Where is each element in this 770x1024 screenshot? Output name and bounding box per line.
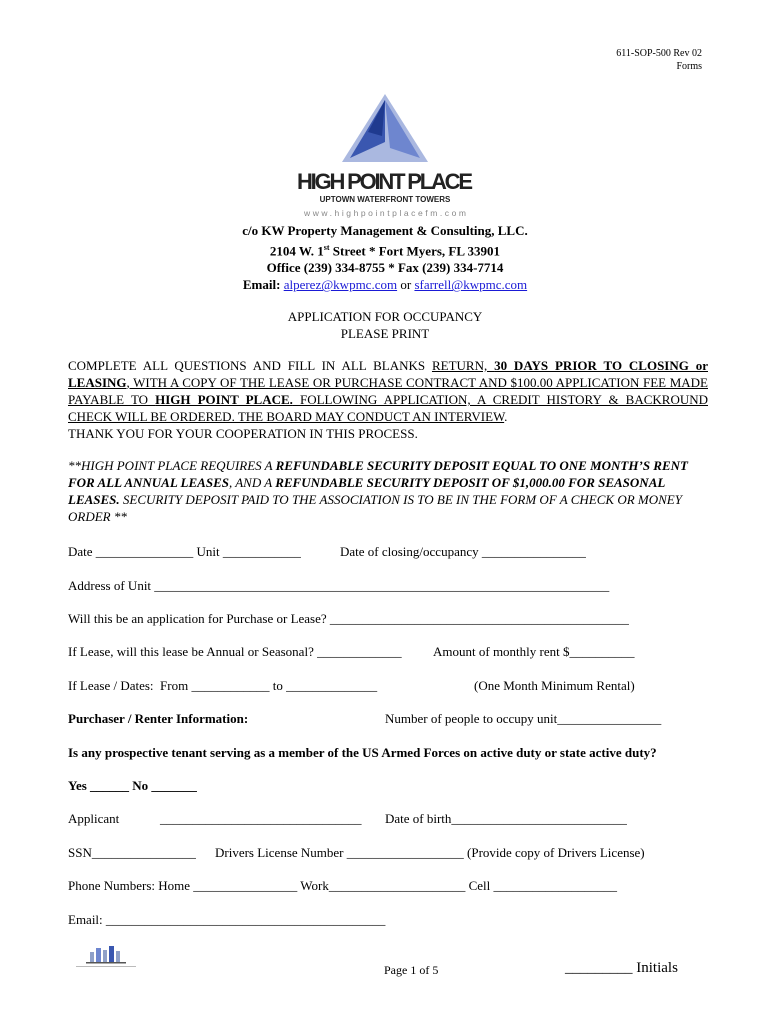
skyline-logo-graphic bbox=[70, 944, 140, 970]
occupant-count-field[interactable]: Number of people to occupy unit________________ bbox=[385, 711, 662, 726]
email-link-sfarrell[interactable]: sfarrell@kwpmc.com bbox=[414, 277, 528, 293]
date-unit-field[interactable]: Date _______________ Unit ____________ bbox=[68, 544, 301, 559]
instructions-paragraph: COMPLETE ALL QUESTIONS AND FILL IN ALL BLANKS RETURN, 30 DAYS PRIOR TO CLOSING or LEASING, WITH A COPY OF THE LEASE OR PURCHASE CONTRACT AND $100.00 APPLICATION FEE MADE PAYABLE TO HIGH POINT PLACE. FOLLOWING APPLICATION, A CREDIT HISTORY & BACKROUND CHECK WILL BE ORDERED. THE BOARD MAY CONDUCT AN INTERVIEW. THANK YOU FOR YOUR COOPERATION IN THIS PROCESS. bbox=[68, 358, 709, 441]
phone-numbers-field[interactable]: Phone Numbers: Home ________________ Work_____________________ Cell ___________________ bbox=[68, 878, 618, 893]
high-point-place-logo bbox=[290, 92, 480, 222]
applicant-name-field[interactable]: _______________________________ bbox=[160, 811, 362, 826]
monthly-rent-field[interactable]: Amount of monthly rent $__________ bbox=[433, 644, 635, 659]
letterhead bbox=[0, 222, 770, 293]
application-title bbox=[0, 308, 770, 342]
document-category: Forms bbox=[676, 61, 702, 72]
logo-tagline: UPTOWN WATERFRONT TOWERS bbox=[319, 195, 451, 204]
document-reference bbox=[616, 47, 702, 73]
date-of-birth-field[interactable]: Date of birth___________________________ bbox=[385, 811, 627, 826]
email-link-alperez[interactable]: alperez@kwpmc.com bbox=[283, 277, 398, 293]
security-deposit-notice: **HIGH POINT PLACE REQUIRES A REFUNDABLE SECURITY DEPOSIT EQUAL TO ONE MONTH’S RENT FOR ALL ANNUAL LEASES, AND A REFUNDABLE SECURITY DEPOSIT OF $1,000.00 FOR SEASONAL LEASES. SECURITY DEPOSIT PAID TO THE ASSOCIATION IS TO BE IN THE FORM OF A CHECK OR MONEY ORDER ** bbox=[68, 458, 688, 524]
page-number: Page 1 of 5 bbox=[384, 963, 439, 977]
document-code: 611-SOP-500 Rev 02 bbox=[616, 48, 702, 59]
company-address: 2104 W. 1st Street * Fort Myers, FL 33901 bbox=[269, 243, 501, 259]
triangle-logo-graphic bbox=[290, 92, 480, 222]
unit-address-field[interactable]: Address of Unit ______________________________________________________________________ bbox=[68, 578, 610, 593]
drivers-license-field[interactable]: Drivers License Number __________________ (Provide copy of Drivers License) bbox=[215, 845, 645, 860]
email-field[interactable]: Email: ___________________________________________ bbox=[68, 912, 386, 927]
lease-dates-field[interactable]: If Lease / Dates: From ____________ to ______________ bbox=[68, 678, 378, 693]
armed-forces-question: Is any prospective tenant serving as a member of the US Armed Forces on active duty or state active duty? bbox=[68, 745, 657, 760]
closing-date-field[interactable]: Date of closing/occupancy ________________ bbox=[340, 544, 586, 559]
lease-type-field[interactable]: If Lease, will this lease be Annual or Seasonal? _____________ bbox=[68, 644, 402, 659]
armed-forces-yes-no[interactable]: Yes ______ No _______ bbox=[68, 778, 197, 793]
applicant-label: Applicant bbox=[68, 811, 120, 826]
purchaser-renter-heading: Purchaser / Renter Information: bbox=[68, 711, 249, 726]
initials-field[interactable]: _________ Initials bbox=[565, 960, 678, 976]
company-emails: Email: alperez@kwpmc.com or sfarrell@kwpmc.com bbox=[242, 277, 528, 293]
title-line-1: APPLICATION FOR OCCUPANCY bbox=[287, 309, 483, 324]
ssn-field[interactable]: SSN________________ bbox=[68, 845, 196, 860]
purchase-or-lease-field[interactable]: Will this be an application for Purchase or Lease? ______________________________________________ bbox=[68, 611, 629, 626]
minimum-rental-note: (One Month Minimum Rental) bbox=[474, 678, 635, 693]
title-line-2: PLEASE PRINT bbox=[340, 326, 430, 341]
company-phones: Office (239) 334-8755 * Fax (239) 334-7714 bbox=[266, 260, 504, 276]
logo-website: www.highpointplacefm.com bbox=[304, 208, 466, 218]
kw-company-logo bbox=[70, 944, 140, 970]
company-name: c/o KW Property Management & Consulting, LLC. bbox=[242, 223, 528, 238]
logo-name: HIGH POINT PLACE bbox=[297, 169, 473, 194]
